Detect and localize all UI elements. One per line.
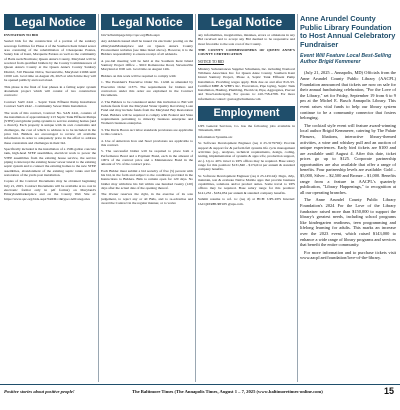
paragraph: A pre-bid meeting will be held at the Southern Kent Island Sanitary Project Office – 9610 Romancoke Road, Stevensville Maryland at 9:00 a.m. local time on August 12th. bbox=[101, 58, 193, 72]
notice-to-bid-lead: NOTICE TO BID bbox=[198, 59, 224, 64]
paragraph: Specifically included is the installation of a 1500-gallon concrete tank, high-head STEP assemblies, electrical work to power the STEP assemblies from the existing house service, the service piping to intercept the existing house' sewer lateral to the existing septic system and to connect the existing homes to the new STEP assemblies, abandonment of the existing septic tanks and full restoration of the yards post installation. bbox=[4, 147, 96, 177]
paragraph: 2. The Bidders to be considered under this invitation to Bid will include funds from the Maryland Water Quality Revolving Loan Fund and may include funds from the Maryland Bay Restoration Fund. Bidders will be required to comply with Federal and State requirements pertaining to minority business enterprise and Women's business enterprise. bbox=[101, 99, 193, 126]
legal-notice-text bbox=[101, 33, 193, 205]
signature: THE COUNTY COMMISSIONERS OF QUEEN ANNE'S COUNTY bbox=[198, 48, 295, 57]
page-number: 15 bbox=[384, 386, 395, 396]
paragraph: The cocktail style event will feature award-winning local author Brigid Kemmerer, catering by The Palate Pleasers, libations, interactive library-themed activities, a wine and whiskey pull and an auction of unique experiences. Early bird tickets are $100 and are available until August 4. After this date, ticket prices go up to $125. Corporate partnership opportunities are also available that offer a range of benefits. Four partnership levels are available: Gold – $5,000, Silver – $2,500 and Bronze – $1,000. Benefits range from a feature in AACPL's quarterly publication, "Library Happenings," to recognition at all our operating branches. bbox=[300, 122, 396, 195]
paragraph: Any Addenda issued shall be issued via electronic posting on the eMarylandMarketplace and on Queen Anne's County Procurement websites (see links listed above). However, it is the Bidders responsibility to ensure receipt of all addenda. bbox=[101, 39, 193, 57]
paragraph: UPS General Services, Co. has the following jobs available in Timonium, MD: bbox=[198, 124, 295, 133]
paragraph: Ministry Substantances Supplier Schumann, Inc. including Nonlocal Wildness Associates Inc. for Queen Anne County, Southern Kent Island Sanitary Project, Phase 4, Septic Tank Effluent Pump Installation. Providing wages apply. Bids due on and after 8/21/25. Certified MBE & WBE's Inc. Excavation, Pipe laying, Septic Tank Installation, Hauling, Plumbing, Electrical, Pipe, Aggregates, Precast and Tree/Landscaping. For quotes to: 410-758-4788. For more information contact: gsatos@schumann.com bbox=[198, 66, 295, 101]
paragraph: Sr. Software Development Engineer (req # 25-3179792): Provide support & support for & perform full systems life cycle management activities (e.g., analyses, technical requirements, design, coding, testing, implementation of systems & apps s/fw, production support, etc.). Up to 40% travel to UPS offices may be required. Base salary range for this position: $131,840 - $174,614 per annum & standard company benefits. bbox=[198, 141, 295, 172]
paragraph: The Owner reserves the right, in the exercise of its sole judgement, to reject any or all Bids, and to re-advertise and award the Contract in the regular manner, or to waive bbox=[101, 192, 193, 205]
paragraph: 1. The President's Executive Order No. 11246 as amended by Executive Order 11375. The requirements for bidders and contractors under this order are explained in the Contract Documents. bbox=[101, 80, 193, 98]
paragraph: The Anne Arundel County Public Library Foundation's 2024 For the Love of the Library fundraiser raised more than $150,000 to support the library's greatest needs, including school programs like kindergarten readiness, teen programming and lifelong learning for adults. This marks an increase over the 2023 event, which raised $143,000 to enhance a wide range of library programs and services that benefit the entire community. bbox=[300, 197, 396, 248]
paragraph: Copies of the Contract Documents may be obtained beginning July 21, 2025. Contract Documents will be available at no cost in electronic format only in pdf format) on Maryland's Emarylandmarketplace and on the County Web Site at: https://www.qac.org/bids.aspx?bidID=1&type=AllCategories bbox=[4, 179, 96, 201]
paragraph: Each Bidder must submit a bid security of five (5) percent with his bid, in the form and subject to the conditions provided in the Instructions to Bidders. Bids to remain open for 120 days. No bidder may withdraw his bid within one hundred twenty (120) days after the actual date of the opening thereof. bbox=[101, 168, 193, 190]
legal-notice-heading: Legal Notice bbox=[4, 14, 96, 30]
paragraph: 4. Use of American Iron and Steel provisions are applicable to this contract. bbox=[101, 138, 193, 147]
paragraph: This phase is the final of four phases in a failing septic system abatement project which will consist of two construction contracts: bbox=[4, 84, 96, 98]
paragraph: 3. The Davis Bacon Act labor standards provisions are applicable to this contract. bbox=[101, 127, 193, 137]
legal-notice-heading: Legal Notice bbox=[101, 14, 193, 30]
certification: CERTIFICATION bbox=[213, 52, 243, 57]
paragraph: any informalities, irregularities, mistakes, errors or omissions in any Bid received and to accept any Bid deemed to be responsive and most favorable to the sole cost of the County. bbox=[198, 33, 295, 46]
paragraph: Submit resume to ref. to: (req #) at HCB: UPS-UPS Internal: JACQUIRBURTON @ups.com. bbox=[198, 197, 295, 206]
legal-notice-text bbox=[4, 33, 96, 201]
paragraph: Contract SAN 2441 – Septic Tank Effluent Pump Installation Contract SAN 2442 – Community Sewer Main Installation bbox=[4, 99, 96, 109]
legal-notice-heading: Legal Notice bbox=[198, 14, 295, 30]
article-headline: Anne Arundel County Public Library Foundation to Host Annual Celebratory Fundraiser bbox=[300, 14, 396, 49]
page-footer bbox=[0, 384, 400, 410]
paragraph: Bidders on this work will be required to comply with: bbox=[101, 73, 177, 78]
paragraph: bnv%2bstrmpage http://qac.org/Bids.aspx bbox=[101, 33, 160, 37]
feature-article bbox=[300, 14, 396, 382]
article-subheadline: Event Will Feature Local Best-Selling Author Brigid Kemmerer bbox=[300, 53, 392, 66]
footer-tagline: Positive stories about positive people! bbox=[4, 389, 75, 394]
paragraph: Sealed bids for the construction of a portion of the sanitary sewerage facilities for Phase 4 of the Southern Kent Island sewer area consisting of the rehabilitation of Chesapeake Estates, Sunny Isle of Kent, Marquette Estates as well as the community of Batts neck/Normans; Queen Anne's County, Maryland will be received from qualified bidders by the County Commissioners of Queen Anne's County at the Queen Anne's County Sanitary District, 310 Hessian Drive, Stevensville, Maryland 21666 until 10:00 a.m. local time on August 26, 2025 at which time they will be opened publicly and read aloud. bbox=[4, 39, 96, 83]
legal-notice-column-1 bbox=[4, 14, 96, 382]
footer-publication-line: The Baltimore Times (The Annapolis Times, August 1 – 7, 2025 (www.baltimoretimes-online.com) bbox=[132, 389, 323, 394]
paragraph: The work of this contract, Contract No. SAN 2441, consists of the installation of approximately 213 Septic Tank Effluent Pumps (STEP) and grinder pump systems to service existing homes (and a church). Each property is unique with its own constraints and challenges, the cost of which to address is to be included in the price bid. Bidders are encouraged to review all available information in order to adequately price in the effort to address these constraints and challenges in their bid. bbox=[4, 110, 96, 145]
legal-notice-text bbox=[198, 33, 295, 57]
article-body bbox=[300, 70, 396, 261]
paragraph: Sr. Software Development Engineer (req # 25-145144): Dsgn, dvlp, maintain, test & evaluate Native Mobile apps that provide business capabilities, solutions and/or product suites. Some travel to UPS offices may be required. Base salary range for this position: $141,232 - $184,034 per annum & standard company benefits. bbox=[198, 173, 295, 195]
paragraph: Information Systems-sn: bbox=[198, 134, 233, 139]
signature-line bbox=[198, 48, 295, 57]
paragraph: (July 21, 2025 – Annapolis, MD) Officials from the Anne Arundel County Public Library (AACPL) Foundation announced that tickets are now on sale for their annual fundraising celebration, "For the Love of the Library," set for Friday, September 19 from 6 to 9 pm at the Michel E. Busch Annapolis Library. This event raises vital funds to help our library system continue to be a community connector that fosters belonging. bbox=[300, 70, 396, 121]
employment-heading: Employment bbox=[198, 106, 295, 121]
legal-notice-column-2 bbox=[101, 14, 193, 382]
invitation-to-bid-lead: INVITATION TO BID bbox=[4, 33, 38, 37]
employment-text bbox=[198, 124, 295, 206]
notice-to-bid-text bbox=[198, 67, 295, 101]
paragraph: For more information and to purchase tickets visit www.aacpl.net/foundation/love-of-the-library. bbox=[300, 249, 396, 261]
paragraph: 5. The successful bidder will be required to place both a Performance Bond and a Payment Bond, each in the amount of 100% of the contract price and a Maintenance Bond in the amount of 5% of the contract price. bbox=[101, 149, 193, 167]
legal-notice-column-3 bbox=[198, 14, 295, 382]
